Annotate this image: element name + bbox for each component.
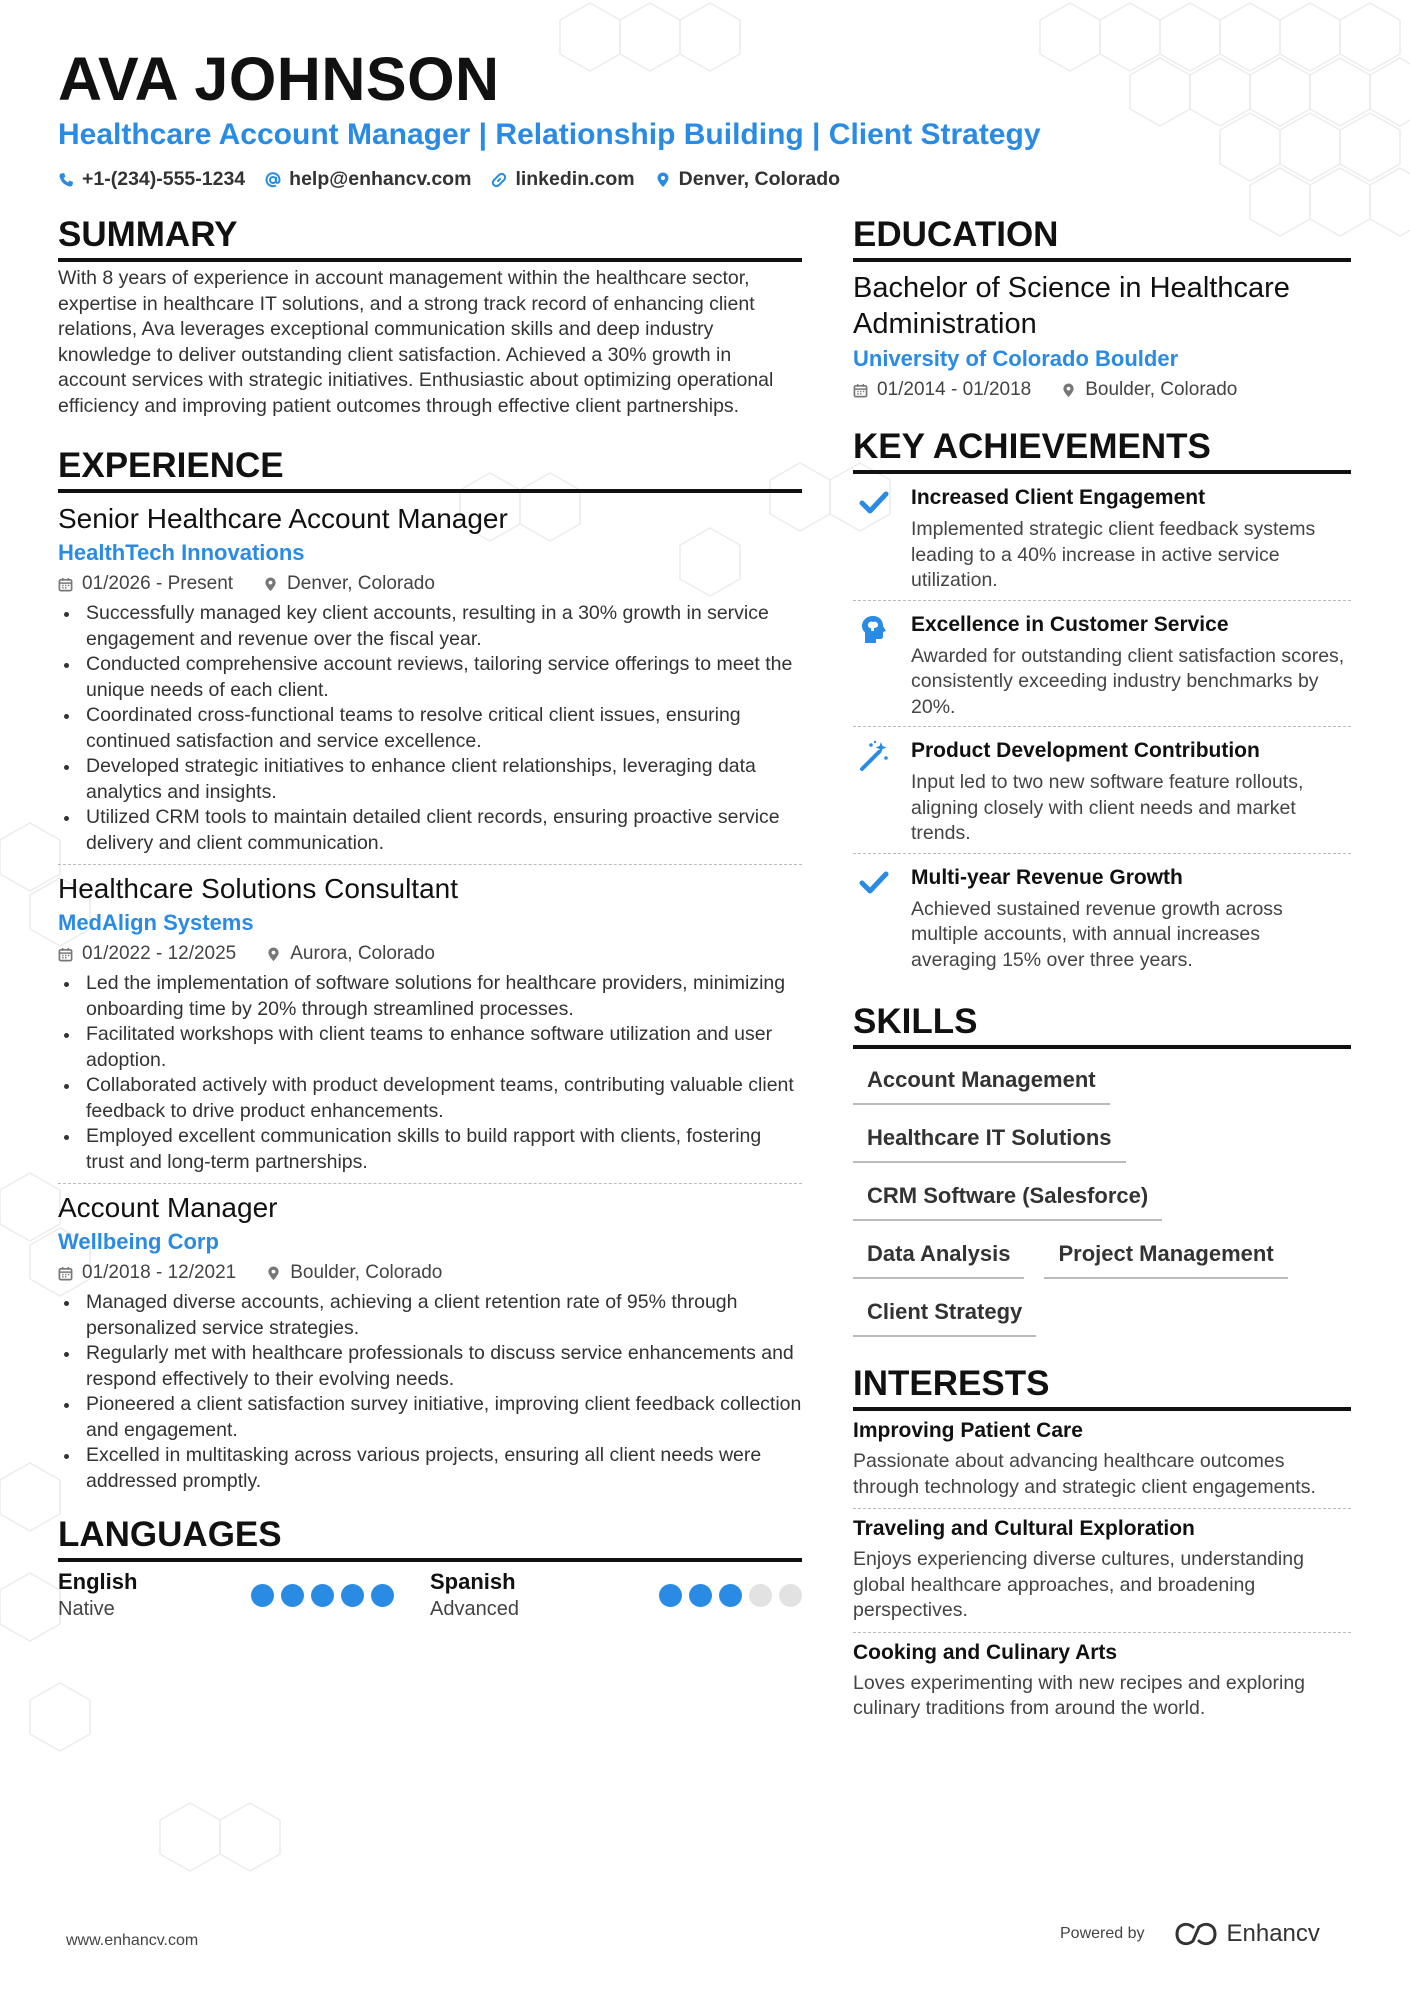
rating-dot-filled: [719, 1584, 742, 1607]
candidate-tagline: Healthcare Account Manager | Relationship Building | Client Strategy: [58, 118, 1041, 151]
footer-branding: [1060, 1920, 1320, 1948]
skill-tag: Healthcare IT Solutions: [853, 1115, 1126, 1163]
education-dates: [853, 376, 1031, 404]
powered-by-text: Powered by: [1060, 1925, 1145, 1942]
job-location: [263, 570, 435, 598]
contact-location: [655, 168, 840, 191]
language-item: [430, 1568, 802, 1624]
job-bullet: Conducted comprehensive account reviews, tailoring service offerings to meet the unique needs of each client.: [58, 652, 802, 703]
divider: [853, 1632, 1351, 1633]
job-bullet: Led the implementation of software solutions for healthcare providers, minimizing onboarding time by 20% through streamlined processes.: [58, 971, 802, 1022]
job-entry: [58, 501, 802, 856]
rating-dot-filled: [341, 1584, 364, 1607]
interests-heading: INTERESTS: [853, 1363, 1351, 1411]
achievement-title: Product Development Contribution: [911, 739, 1260, 762]
map-pin-icon: [266, 1266, 281, 1281]
language-name: Spanish: [430, 1569, 516, 1594]
right-column: [853, 214, 1351, 1722]
footer-website[interactable]: www.enhancv.com: [66, 1932, 199, 1949]
magic-wand-icon: [857, 739, 891, 773]
language-rating: [652, 1584, 802, 1607]
map-pin-icon: [266, 947, 281, 962]
skill-tag: Account Management: [853, 1057, 1110, 1105]
enhancv-logo-icon: [1173, 1921, 1219, 1947]
interest-desc: Enjoys experiencing diverse cultures, understanding global healthcare approaches, and broadening perspectives.: [853, 1548, 1304, 1621]
job-meta: [58, 1259, 802, 1287]
divider: [853, 1508, 1351, 1509]
job-dates: [58, 570, 233, 598]
calendar-icon: [58, 947, 73, 962]
skill-tag: Client Strategy: [853, 1289, 1036, 1337]
job-bullet: Utilized CRM tools to maintain detailed client records, ensuring proactive service delivery and client communication.: [58, 805, 802, 856]
map-pin-icon: [655, 172, 671, 188]
job-bullet: Facilitated workshops with client teams to enhance software utilization and user adoption.: [58, 1022, 802, 1073]
rating-dot-filled: [281, 1584, 304, 1607]
job-bullet: Pioneered a client satisfaction survey initiative, improving client feedback collection and engagement.: [58, 1392, 802, 1443]
enhancv-logo[interactable]: [1173, 1920, 1320, 1948]
rating-dot-filled: [311, 1584, 334, 1607]
job-meta: [58, 570, 802, 598]
job-bullets: [58, 1290, 802, 1494]
phone-icon: [58, 172, 74, 188]
calendar-icon: [58, 577, 73, 592]
job-bullets: [58, 971, 802, 1175]
job-bullets: [58, 601, 802, 856]
education-dates-text: 01/2014 - 01/2018: [877, 379, 1032, 400]
location-text: Denver, Colorado: [678, 168, 841, 190]
achievement-title: Increased Client Engagement: [911, 486, 1206, 509]
interest-desc: Loves experimenting with new recipes and exploring culinary traditions from around the world.: [853, 1671, 1306, 1719]
interest-item: [853, 1417, 1351, 1500]
job-location-text: Boulder, Colorado: [290, 1262, 443, 1283]
achievement-desc: Achieved sustained revenue growth across multiple accounts, with annual increases averaging 15% over three years.: [911, 897, 1283, 971]
job-bullet: Coordinated cross-functional teams to resolve critical client issues, ensuring continued satisfaction and service excellence.: [58, 703, 802, 754]
map-pin-icon: [263, 577, 278, 592]
job-bullet: Employed excellent communication skills to build rapport with clients, fostering trust and long-term partnerships.: [58, 1124, 802, 1175]
contact-email[interactable]: [265, 168, 471, 191]
achievements-heading: KEY ACHIEVEMENTS: [853, 426, 1351, 474]
rating-dot-empty: [779, 1584, 802, 1607]
job-title: Account Manager: [58, 1192, 278, 1223]
job-title: Senior Healthcare Account Manager: [58, 503, 508, 534]
map-pin-icon: [1061, 383, 1076, 398]
language-level: Advanced: [430, 1598, 519, 1620]
achievement-item: [853, 854, 1351, 980]
education-meta: [853, 376, 1351, 404]
job-company: Wellbeing Corp: [58, 1229, 219, 1254]
job-location: [266, 940, 435, 968]
job-bullet: Successfully managed key client accounts, resulting in a 30% growth in service engagement and revenue over the fiscal year.: [58, 601, 802, 652]
job-bullet: Regularly met with healthcare professionals to discuss service enhancements and respond effectively to their evolving needs.: [58, 1341, 802, 1392]
achievement-desc: Awarded for outstanding client satisfaction scores, consistently exceeding industry benchmarks by 20%.: [911, 644, 1345, 718]
achievement-desc: Input led to two new software feature rollouts, aligning closely with client needs and market trends.: [911, 771, 1304, 844]
contact-bar: [58, 168, 860, 191]
brand-name: Enhancv: [1226, 1920, 1320, 1947]
education-school: University of Colorado Boulder: [853, 346, 1179, 371]
job-dates-text: 01/2018 - 12/2021: [82, 1262, 237, 1283]
achievement-item: [853, 727, 1351, 853]
education-degree: Bachelor of Science in Healthcare Administration: [853, 272, 1290, 340]
left-column: [58, 214, 802, 1624]
interest-desc: Passionate about advancing healthcare outcomes through technology and strategic client engagements.: [853, 1450, 1316, 1498]
job-company: MedAlign Systems: [58, 910, 254, 935]
job-entry: [58, 871, 802, 1175]
job-location: [266, 1259, 442, 1287]
linkedin-text: linkedin.com: [515, 168, 635, 190]
divider: [58, 864, 802, 865]
language-name: English: [58, 1569, 138, 1594]
language-level: Native: [58, 1598, 115, 1620]
job-bullet: Managed diverse accounts, achieving a client retention rate of 95% through personalized service strategies.: [58, 1290, 802, 1341]
job-dates-text: 01/2022 - 12/2025: [82, 943, 237, 964]
interest-title: Traveling and Cultural Exploration: [853, 1517, 1195, 1540]
achievement-title: Excellence in Customer Service: [911, 612, 1229, 636]
job-location-text: Aurora, Colorado: [290, 943, 435, 964]
calendar-icon: [58, 1266, 73, 1281]
job-entry: [58, 1190, 802, 1494]
contact-linkedin[interactable]: [491, 168, 634, 191]
phone-text: +1-(234)-555-1234: [82, 168, 246, 190]
achievement-desc: Implemented strategic client feedback systems leading to a 40% increase in active service utilization.: [911, 518, 1316, 591]
skills-heading: SKILLS: [853, 1001, 1351, 1049]
job-company: HealthTech Innovations: [58, 540, 305, 565]
language-rating: [244, 1584, 394, 1607]
brain-head-icon: [857, 613, 891, 647]
skill-tag: Data Analysis: [853, 1231, 1024, 1279]
languages-heading: LANGUAGES: [58, 1514, 802, 1562]
calendar-icon: [853, 383, 868, 398]
skill-tag: Project Management: [1044, 1231, 1287, 1279]
interest-title: Cooking and Culinary Arts: [853, 1640, 1118, 1664]
job-bullet: Collaborated actively with product development teams, contributing valuable client feedback to drive product enhancements.: [58, 1073, 802, 1124]
skills-list: [853, 1057, 1351, 1347]
summary-text: With 8 years of experience in account management within the healthcare sector, expertise in healthcare IT solutions, and a strong track record of enhancing client relations, Ava leverages exceptional communication skills and deep industry knowledge to deliver outstanding client satisfaction. Achieved a 30% growth in account services with strategic initiatives. Enthusiastic about optimizing operational efficiency and improving patient outcomes through effective client partnerships.: [58, 267, 774, 417]
languages-list: [58, 1568, 802, 1624]
interest-title: Improving Patient Care: [853, 1419, 1083, 1442]
at-sign-icon: [265, 172, 281, 188]
rating-dot-filled: [251, 1584, 274, 1607]
interest-item: [853, 1515, 1351, 1624]
job-dates: [58, 940, 236, 968]
rating-dot-filled: [659, 1584, 682, 1607]
contact-phone[interactable]: [58, 168, 245, 191]
achievement-item: [853, 601, 1351, 727]
link-icon: [491, 172, 507, 188]
divider: [58, 1183, 802, 1184]
interest-item: [853, 1639, 1351, 1722]
rating-dot-filled: [371, 1584, 394, 1607]
language-item: [58, 1568, 430, 1624]
job-bullet: Developed strategic initiatives to enhance client relationships, leveraging data analytics and insights.: [58, 754, 802, 805]
email-text: help@enhancv.com: [289, 168, 472, 190]
job-title: Healthcare Solutions Consultant: [58, 873, 459, 904]
achievement-item: [853, 474, 1351, 600]
check-icon: [857, 866, 891, 900]
skill-tag: CRM Software (Salesforce): [853, 1173, 1162, 1221]
job-dates-text: 01/2026 - Present: [82, 573, 234, 594]
job-bullet: Excelled in multitasking across various projects, ensuring all client needs were addressed promptly.: [58, 1443, 802, 1494]
rating-dot-empty: [749, 1584, 772, 1607]
education-location-text: Boulder, Colorado: [1085, 379, 1238, 400]
summary-heading: SUMMARY: [58, 214, 802, 262]
achievement-title: Multi-year Revenue Growth: [911, 865, 1183, 889]
job-location-text: Denver, Colorado: [287, 573, 435, 594]
experience-heading: EXPERIENCE: [58, 445, 802, 493]
rating-dot-filled: [689, 1584, 712, 1607]
job-meta: [58, 940, 802, 968]
job-dates: [58, 1259, 236, 1287]
candidate-name: AVA JOHNSON: [58, 45, 500, 113]
education-heading: EDUCATION: [853, 214, 1351, 262]
education-location: [1061, 376, 1237, 404]
check-icon: [857, 486, 891, 520]
